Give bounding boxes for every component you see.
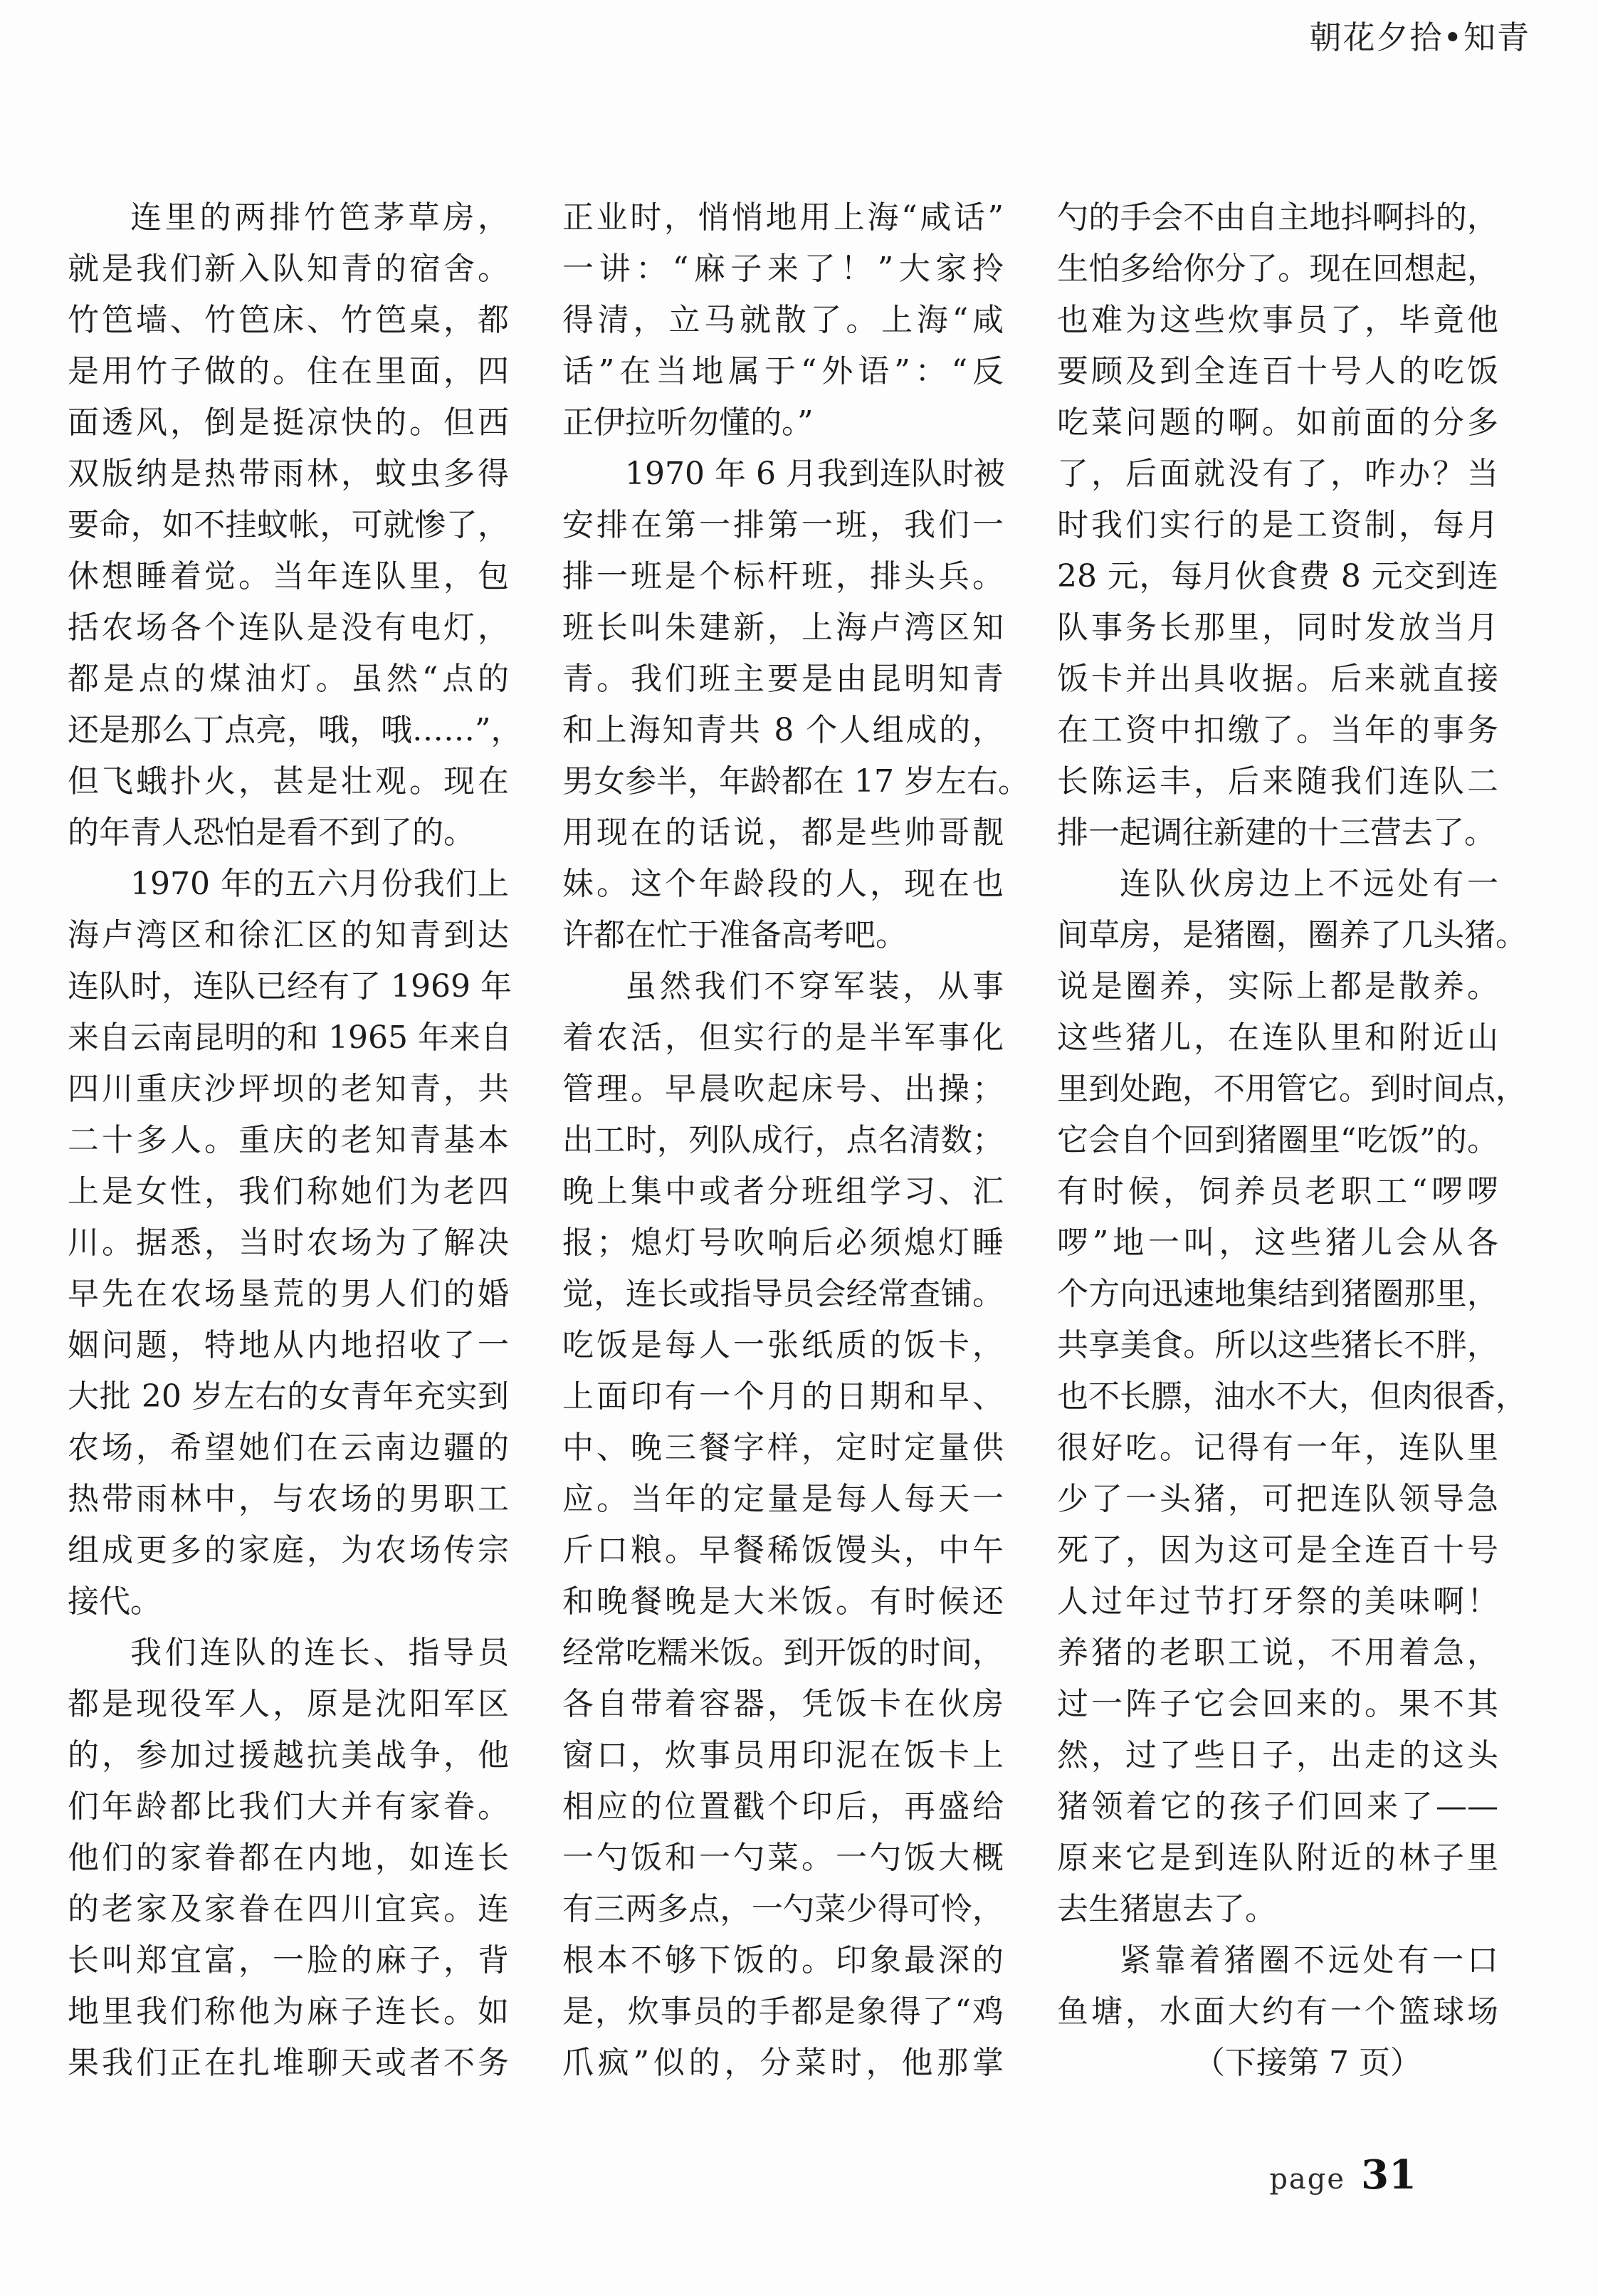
- text-line: 我们连队的连长、指导员: [130, 1635, 509, 1671]
- text-line: 还是那么丁点亮，哦，哦……”，: [68, 712, 522, 748]
- text-column-1: [68, 192, 522, 2089]
- text-line: 过一阵子它会回来的。果不其: [1057, 1686, 1498, 1722]
- page-footer: [1269, 2151, 1416, 2198]
- text-line: 括农场各个连队是没有电灯，: [68, 609, 509, 646]
- text-line: 共享美食。所以这些猪长不胖，: [1057, 1327, 1498, 1363]
- text-line: 正伊拉听勿懂的。”: [562, 404, 814, 441]
- text-line: 少了一头猪，可把连队领导急: [1057, 1481, 1498, 1517]
- text-line: 窗口，炊事员用印泥在饭卡上: [562, 1737, 1004, 1773]
- text-line: 安排在第一排第一班，我们一: [562, 507, 1004, 543]
- text-line: 吃菜问题的啊。如前面的分多: [1057, 404, 1498, 441]
- text-line: 着农活，但实行的是半军事化: [562, 1019, 1004, 1056]
- text-line: 和上海知青共 8 个人组成的，: [562, 712, 1004, 748]
- text-line: 晚上集中或者分班组学习、汇: [562, 1173, 1004, 1210]
- text-line: 的，参加过援越抗美战争，他: [68, 1737, 509, 1773]
- text-line: 四川重庆沙坪坝的老知青，共: [68, 1071, 509, 1107]
- text-line: 班长叫朱建新，上海卢湾区知: [562, 609, 1004, 646]
- text-line: 出工时，列队成行，点名清数；: [562, 1122, 1004, 1158]
- text-line: 是，炊事员的手都是象得了“鸡: [562, 1993, 1004, 2030]
- page-number: 31: [1361, 2151, 1416, 2198]
- text-line: 原来它是到连队附近的林子里: [1057, 1840, 1498, 1876]
- text-line: 死了，因为这可是全连百十号: [1057, 1532, 1498, 1568]
- text-line: 紧靠着猪圈不远处有一口: [1120, 1942, 1498, 1978]
- text-line: 的年青人恐怕是看不到了的。: [68, 814, 475, 851]
- article-body: [68, 192, 1527, 2089]
- text-line: 它会自个回到猪圈里“吃饭”的。: [1057, 1122, 1498, 1158]
- text-line: 得清，立马就散了。上海“咸: [562, 302, 1004, 338]
- text-line: 面透风，倒是挺凉快的。但西: [68, 404, 509, 441]
- text-line: 根本不够下饭的。印象最深的: [562, 1942, 1004, 1978]
- text-line: 间草房，是猪圈，圈养了几头猪。: [1057, 917, 1527, 953]
- text-line: 但飞蛾扑火，甚是壮观。现在: [68, 763, 509, 800]
- text-line: 里到处跑，不用管它。到时间点，: [1057, 1071, 1527, 1107]
- section-title: 朝花夕拾•知青: [1309, 19, 1530, 56]
- text-line: 是用竹子做的。住在里面，四: [68, 353, 509, 389]
- text-line: 勺的手会不由自主地抖啊抖的，: [1057, 199, 1498, 236]
- text-line: 休想睡着觉。当年连队里，包: [68, 558, 509, 594]
- text-line: 连里的两排竹笆茅草房，: [130, 199, 509, 236]
- text-line: 在工资中扣缴了。当年的事务: [1057, 712, 1498, 748]
- text-line: 时我们实行的是工资制，每月: [1057, 507, 1498, 543]
- text-line: 鱼塘，水面大约有一个篮球场: [1057, 1993, 1498, 2030]
- text-line: 上是女性，我们称她们为老四: [68, 1173, 509, 1210]
- text-line: 觉，连长或指导员会经常查铺。: [562, 1276, 1004, 1312]
- text-line: 饭卡并出具收据。后来就直接: [1057, 661, 1498, 697]
- text-line: 各自带着容器，凭饭卡在伙房: [562, 1686, 1004, 1722]
- page-label: page: [1269, 2163, 1346, 2196]
- text-line: 接代。: [68, 1583, 162, 1620]
- text-line: 猪领着它的孩子们回来了——: [1057, 1788, 1498, 1825]
- text-line: 人过年过节打牙祭的美味啊！: [1057, 1583, 1498, 1620]
- text-line: 应。当年的定量是每人每天一: [562, 1481, 1004, 1517]
- text-line: 长陈运丰，后来随我们连队二: [1057, 763, 1498, 800]
- text-line: 然，过了些日子，出走的这头: [1057, 1737, 1498, 1773]
- text-line: 斤口粮。早餐稀饭馒头，中午: [562, 1532, 1004, 1568]
- text-line: 啰”地一叫，这些猪儿会从各: [1057, 1225, 1498, 1261]
- text-line: 连队伙房边上不远处有一: [1120, 866, 1498, 902]
- text-line: 果我们正在扎堆聊天或者不务: [68, 2045, 509, 2081]
- text-line: 经常吃糯米饭。到开饭的时间，: [562, 1635, 1004, 1671]
- text-line: （下接第 7 页）: [1194, 2045, 1421, 2081]
- text-line: 话”在当地属于“外语”：“反: [562, 353, 1004, 389]
- text-line: 农场，希望她们在云南边疆的: [68, 1430, 509, 1466]
- text-line: 报；熄灯号吹响后必须熄灯睡: [562, 1225, 1004, 1261]
- text-line: 队事务长那里，同时发放当月: [1057, 609, 1498, 646]
- text-line: 正业时，悄悄地用上海“咸话”: [562, 199, 1004, 236]
- text-line: 一讲：“麻子来了！”大家拎: [562, 251, 1004, 287]
- text-line: 去生猪崽去了。: [1057, 1891, 1276, 1927]
- text-line: 都是现役军人，原是沈阳军区: [68, 1686, 509, 1722]
- text-line: 爪疯”似的，分菜时，他那掌: [562, 2045, 1004, 2081]
- text-line: 上面印有一个月的日期和早、: [562, 1378, 1004, 1415]
- text-line: 虽然我们不穿军装，从事: [625, 968, 1004, 1005]
- text-line: 排一起调往新建的十三营去了。: [1057, 814, 1496, 851]
- text-line: 姻问题，特地从内地招收了一: [68, 1327, 509, 1363]
- text-line: 很好吃。记得有一年，连队里: [1057, 1430, 1498, 1466]
- text-line: 也不长膘，油水不大，但肉很香，: [1057, 1378, 1527, 1415]
- text-line: 许都在忙于准备高考吧。: [562, 917, 907, 953]
- text-line: 要顾及到全连百十号人的吃饭: [1057, 353, 1498, 389]
- text-line: 长叫郑宜富，一脸的麻子，背: [68, 1942, 509, 1978]
- text-line: 男女参半，年龄都在 17 岁左右。: [562, 763, 1029, 800]
- text-line: 有时候，饲养员老职工“啰啰: [1057, 1173, 1498, 1210]
- text-line: 用现在的话说，都是些帅哥靓: [562, 814, 1004, 851]
- text-line: 生怕多给你分了。现在回想起，: [1057, 251, 1498, 287]
- text-line: 川。据悉，当时农场为了解决: [68, 1225, 509, 1261]
- text-line: 早先在农场垦荒的男人们的婚: [68, 1276, 509, 1312]
- text-line: 海卢湾区和徐汇区的知青到达: [68, 917, 509, 953]
- text-line: 有三两多点，一勺菜少得可怜，: [562, 1891, 1004, 1927]
- text-line: 的老家及家眷在四川宜宾。连: [68, 1891, 509, 1927]
- text-line: 1970 年的五六月份我们上: [130, 866, 509, 902]
- text-line: 组成更多的家庭，为农场传宗: [68, 1532, 509, 1568]
- text-column-2: [562, 192, 1029, 2089]
- text-line: 就是我们新入队知青的宿舍。: [68, 251, 509, 287]
- text-line: 地里我们称他为麻子连长。如: [68, 1993, 509, 2030]
- text-line: 二十多人。重庆的老知青基本: [68, 1122, 509, 1158]
- text-line: 说是圈养，实际上都是散养。: [1057, 968, 1498, 1005]
- text-line: 热带雨林中，与农场的男职工: [68, 1481, 509, 1517]
- text-line: 他们的家眷都在内地，如连长: [68, 1840, 509, 1876]
- text-line: 双版纳是热带雨林，蚊虫多得: [68, 456, 509, 492]
- text-line: 竹笆墙、竹笆床、竹笆桌，都: [68, 302, 509, 338]
- text-line: 也难为这些炊事员了，毕竟他: [1057, 302, 1498, 338]
- text-line: 相应的位置戳个印后，再盛给: [562, 1788, 1004, 1825]
- text-line: 1970 年 6 月我到连队时被: [625, 456, 1005, 492]
- text-line: 和晚餐晚是大米饭。有时候还: [562, 1583, 1004, 1620]
- text-line: 一勺饭和一勺菜。一勺饭大概: [562, 1840, 1004, 1876]
- text-line: 连队时，连队已经有了 1969 年: [68, 968, 512, 1005]
- text-line: 中、晚三餐字样，定时定量供: [562, 1430, 1004, 1466]
- text-line: 28 元，每月伙食费 8 元交到连: [1057, 558, 1498, 594]
- text-line: 妹。这个年龄段的人，现在也: [562, 866, 1004, 902]
- text-line: 管理。早晨吹起床号、出操；: [562, 1071, 1004, 1107]
- text-line: 养猪的老职工说，不用着急，: [1057, 1635, 1498, 1671]
- text-line: 个方向迅速地集结到猪圈那里，: [1057, 1276, 1498, 1312]
- text-line: 排一班是个标杆班，排头兵。: [562, 558, 1004, 594]
- text-column-3: [1057, 192, 1527, 2089]
- text-line: 都是点的煤油灯。虽然“点的: [68, 661, 509, 697]
- text-line: 这些猪儿，在连队里和附近山: [1057, 1019, 1498, 1056]
- text-line: 吃饭是每人一张纸质的饭卡，: [562, 1327, 1004, 1363]
- text-line: 们年龄都比我们大并有家眷。: [68, 1788, 509, 1825]
- text-line: 了，后面就没有了，咋办？当: [1057, 456, 1498, 492]
- text-line: 大批 20 岁左右的女青年充实到: [68, 1378, 509, 1415]
- text-line: 来自云南昆明的和 1965 年来自: [68, 1019, 512, 1056]
- text-line: 要命，如不挂蚊帐，可就惨了，: [68, 507, 509, 543]
- text-line: 青。我们班主要是由昆明知青: [562, 661, 1004, 697]
